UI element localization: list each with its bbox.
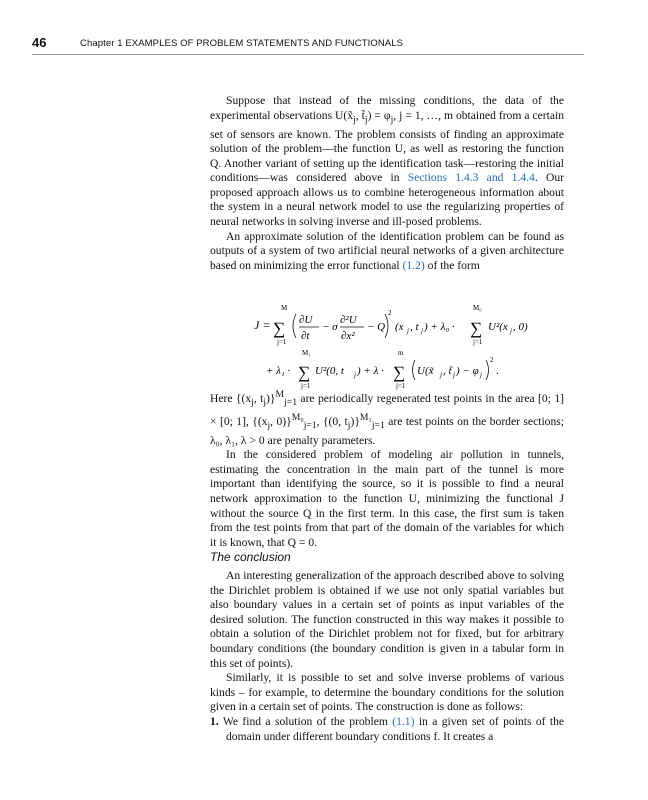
page-number: 46 [32, 35, 47, 50]
paragraph-6: Similarly, it is possible to set and solve inverse problems of various kinds – for example, to determine the boundary conditions for the solution given in a certain set of points. The construction is done as follows: [210, 671, 564, 714]
eq-minus-q: − Q [367, 321, 386, 333]
sum-symbol-2: ∑ [470, 319, 483, 338]
equation-link-1-1[interactable]: (1.1) [392, 714, 415, 728]
paragraph-1: Suppose that instead of the missing conditions, the data of the experimental observations $U(x̃_j$, $t̃_j) = \varphi_j$, j = 1, …, m obtained from a certain set of sensors are known. The problem consists of finding an approximate solution of the problem—the function U, as well as restoring the function Q. Another variant of setting up the identification task—restoring the initial conditions—was considered above in Sections 1.4.3 and 1.4.4. Our proposed approach allows us to combine heterogeneous information about the system in a neural network model to use the regularizing properties of neural networks in solving inverse and ill-posed problems. An approximate solution of the identification problem can be found as outputs of a system of two artificial neural networks of a given architecture based on minimizing the error functional (1.2) of the form [210, 94, 564, 272]
svg-text:, 0): , 0) [513, 321, 528, 333]
header-rule [32, 54, 584, 55]
paren-left-1 [293, 314, 296, 338]
paragraph-3: Here {($x_j$, $t_j)\}^M_{j=1}$ are periodically regenerated test points in the area [0; 1] × [0; 1], {($x_j$, 0)}$^{M_0}_{j=1}$, {(0, $t_j)\}^{M_1}_{j=1}$ are test points on the border sections; λ₀, λ₁, λ > 0 are penalty parameters. In the considered problem of modeling air pollution in tunnels, estimating the concentration in the main part of the tunnel is more important than identifying the source, so it is possible to find a neural network approximation to the function U, minimizing the functional J without the source Q in the first term. In this case, the first sum is taken from the test points from that part of the domain of the variables for which it is known, that Q = 0. [210, 389, 564, 549]
svg-text:j: j [480, 371, 482, 379]
eq-sum1-bot: j=1 [277, 338, 287, 346]
svg-text:j: j [510, 327, 512, 335]
eq-sum3-top: M₁ [302, 349, 311, 357]
svg-text:j: j [453, 371, 455, 379]
paren-right-1 [385, 314, 388, 338]
sum-symbol-4: ∑ [393, 363, 406, 382]
paragraph-4: In the considered problem of modeling air pollution in tunnels, estimating the concentration in the main part of the tunnel is more important than identifying the source, so it is possible to find a neural network approximation to the function U, minimizing the functional J without the source Q in the first term. In this case, the first sum is taken from the test points from that part of the domain of the variables for which it is known, that Q = 0. [210, 448, 564, 549]
equation-error-functional [246, 300, 566, 392]
paren-left-2 [413, 360, 416, 380]
eq-term3: U²(0, t [315, 365, 344, 377]
eq-args1: (x [395, 321, 404, 333]
svg-text:j: j [440, 371, 442, 379]
svg-text:) + λ ·: ) + λ · [357, 365, 384, 377]
eq-power2: 2 [490, 356, 494, 364]
eq-sum4-bot: j=1 [396, 382, 406, 390]
running-header [32, 36, 584, 50]
eq-sum3-bot: j=1 [301, 382, 311, 390]
list-number: 1. [210, 714, 219, 728]
eq-power1: 2 [388, 309, 392, 317]
chapter-title: Chapter 1 EXAMPLES OF PROBLEM STATEMENTS AND FUNCTIONALS [80, 38, 404, 49]
svg-text:) − φ: ) − φ [456, 365, 479, 377]
eq-minus-sigma: − σ [322, 321, 338, 333]
svg-text:, t: , t [410, 321, 419, 333]
eq-end-dot: . [496, 365, 499, 377]
section-heading: The conclusion [210, 550, 291, 564]
eq-frac2-den: ∂x² [341, 330, 355, 342]
eq-frac1-num: ∂U [299, 314, 313, 326]
eq-term4: U(x̃ [417, 365, 434, 377]
eq-frac1-den: ∂t [301, 330, 310, 342]
eq-sum4-top: m [398, 349, 404, 357]
sum-symbol-3: ∑ [298, 363, 311, 382]
eq-term2: U²(x [488, 321, 508, 333]
list-item-1: 1. We find a solution of the problem (1.1) in a given set of points of the domain under different boundary conditions f. It creates a [210, 714, 565, 743]
eq-line2-start: + λ₁ · [266, 365, 291, 377]
equation-link-1-2[interactable]: (1.2) [402, 258, 425, 272]
paragraph-5: An interesting generalization of the approach described above to solving the Dirichlet problem is obtained if we use not only spatial variables but also boundary values in a certain set of points as input variables of the desired solution. The function constructed in this way makes it possible to obtain a solution of the Dirichlet problem not for fixed, but for arbitrary boundary conditions (the boundary condition is given in a tabular form in this set of points). Similarly, it is possible to set and solve inverse problems of various kinds – for example, to determine the boundary conditions for the solution given in a certain set of points. The construction is done as follows: 1. We find a solution of the problem (1.1) in a given set of points of the domain under different boundary conditions f. It creates a [210, 569, 565, 743]
eq-frac2-num: ∂²U [340, 314, 357, 326]
eq-sum2-top: M₀ [473, 304, 482, 312]
eq-sum1-top: M [281, 304, 288, 312]
paragraph-2: An approximate solution of the identification problem can be found as outputs of a system of two artificial neural networks of a given architecture based on minimizing the error functional (1.2) of the form [210, 229, 564, 272]
svg-text:, t̃: , t̃ [443, 365, 452, 377]
svg-text:j: j [354, 371, 356, 379]
svg-text:) + λ₀ ·: ) + λ₀ · [424, 321, 455, 333]
svg-text:j: j [407, 327, 409, 335]
paren-right-2 [486, 360, 489, 380]
svg-text:j: j [421, 327, 423, 335]
sum-symbol-1: ∑ [273, 319, 286, 338]
sections-link[interactable]: Sections 1.4.3 and 1.4.4 [407, 171, 535, 185]
eq-lhs: J = [254, 318, 271, 332]
eq-sum2-bot: j=1 [473, 338, 483, 346]
